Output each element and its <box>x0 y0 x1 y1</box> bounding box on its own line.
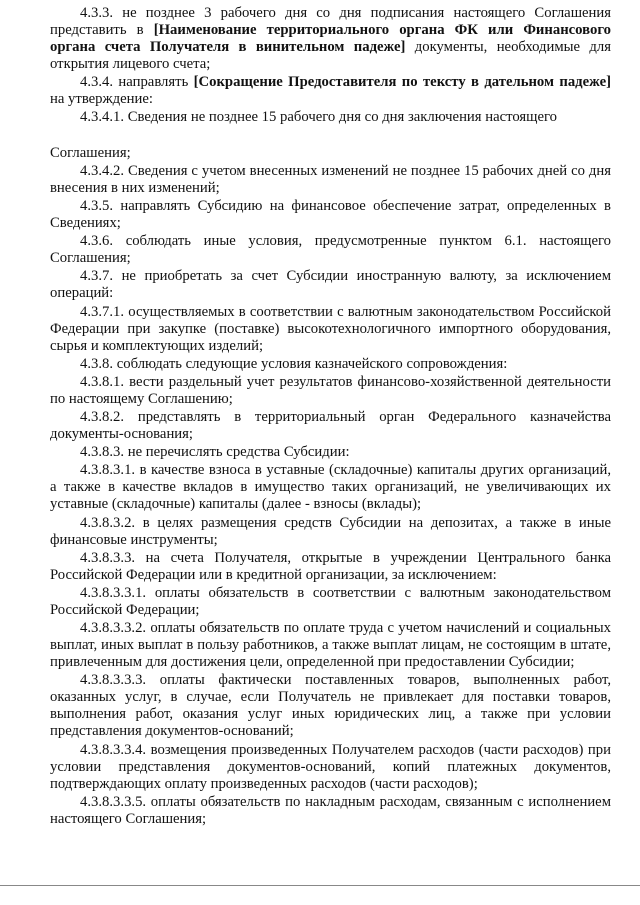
paragraph-4-3-8-3-3-1: 4.3.8.3.3.1. оплаты обязательств в соответствии с валютным законодательством Российской Федерации; <box>50 585 611 618</box>
paragraph-4-3-8-2: 4.3.8.2. представлять в территориальный орган Федерального казначейства документы-основания; <box>50 409 611 443</box>
paragraph-4-3-4-lead: 4.3.4. направлять <box>80 74 194 91</box>
document-body <box>50 5 611 829</box>
paragraph-4-3-8-3: 4.3.8.3. не перечислять средства Субсидии: <box>80 444 350 461</box>
paragraph-4-3-7: 4.3.7. не приобретать за счет Субсидии иностранную валюту, за исключением операций: <box>50 268 611 302</box>
paragraph-4-3-8-3-3-3: 4.3.8.3.3.3. оплаты фактически поставленных товаров, выполненных работ, оказанных услуг, в случае, если Получатель не привлекает для поставки товаров, выполнения работ, оказания услуг иных юридических лиц, а также при условии представления документов-оснований; <box>50 672 611 740</box>
paragraph-4-3-8: 4.3.8. соблюдать следующие условия казначейского сопровождения: <box>80 355 508 372</box>
paragraph-4-3-3-lead: 4.3.3. не позднее 3 рабочего дня со дня подписания настоящего Соглашения представить в <box>50 5 611 38</box>
paragraph-4-3-5: 4.3.5. направлять Субсидию на финансовое обеспечение затрат, определенных в Сведениях; <box>50 197 611 231</box>
page-bottom-rule <box>0 885 640 886</box>
paragraph-4-3-4-tail: на утверждение: <box>50 91 153 108</box>
paragraph-4-3-4-1: 4.3.4.1. Сведения не позднее 15 рабочего дня со дня заключения настоящего <box>80 109 557 126</box>
paragraph-4-3-8-3-3: 4.3.8.3.3. на счета Получателя, открытые в учреждении Центрального банка Российской Федерации или в кредитной организации, за исключением: <box>50 549 611 583</box>
paragraph-4-3-4 <box>50 74 611 108</box>
paragraph-4-3-3 <box>50 5 611 73</box>
paragraph-4-3-8-3-3-2: 4.3.8.3.3.2. оплаты обязательств по оплате труда с учетом начислений и социальных выплат, иных выплат в пользу работников, а также выплат лицам, не состоящим в штате, привлеченным для достижения цели, определенной при предоставлении Субсидии; <box>50 620 611 671</box>
paragraph-4-3-8-3-1: 4.3.8.3.1. в качестве взноса в уставные (складочные) капиталы других организаций, а также в качестве вкладов в имущество таких организаций, не увеличивающих их уставные (складочные) капиталы (далее - взносы (вклады); <box>50 462 611 513</box>
paragraph-4-3-6: 4.3.6. соблюдать иные условия, предусмотренные пунктом 6.1. настоящего Соглашения; <box>50 233 611 267</box>
paragraph-4-3-8-3-3-5: 4.3.8.3.3.5. оплаты обязательств по накладным расходам, связанным с исполнением настоящего Соглашения; <box>50 793 611 827</box>
paragraph-4-3-8-1: 4.3.8.1. вести раздельный учет результатов финансово-хозяйственной деятельности по настоящему Соглашению; <box>50 373 611 407</box>
paragraph-4-3-8-3-2: 4.3.8.3.2. в целях размещения средств Субсидии на депозитах, а также в иные финансовые инструменты; <box>50 514 611 548</box>
placeholder-provider-abbrev: [Сокращение Предоставителя по тексту в дательном падеже] <box>193 74 611 91</box>
paragraph-4-3-4-1-cont: Соглашения; <box>50 144 131 161</box>
paragraph-4-3-3-tail: документы, необходимые для открытия лицевого счета; <box>50 39 611 72</box>
placeholder-territorial-body: [Наименование территориального органа ФК или Финансового органа счета Получателя в винительном падеже] <box>50 22 611 55</box>
paragraph-4-3-7-1: 4.3.7.1. осуществляемых в соответствии с валютным законодательством Российской Федерации при закупке (поставке) высокотехнологичного импортного оборудования, сырья и комплектующих изделий; <box>50 303 611 354</box>
paragraph-4-3-8-3-3-4: 4.3.8.3.3.4. возмещения произведенных Получателем расходов (части расходов) при условии представления документов-оснований, копий платежных документов, подтверждающих оплату произведенных расходов (части расходов); <box>50 741 611 792</box>
paragraph-4-3-4-2: 4.3.4.2. Сведения с учетом внесенных изменений не позднее 15 рабочих дней со дня внесения в них изменений; <box>50 162 611 196</box>
blank-line <box>50 128 611 145</box>
